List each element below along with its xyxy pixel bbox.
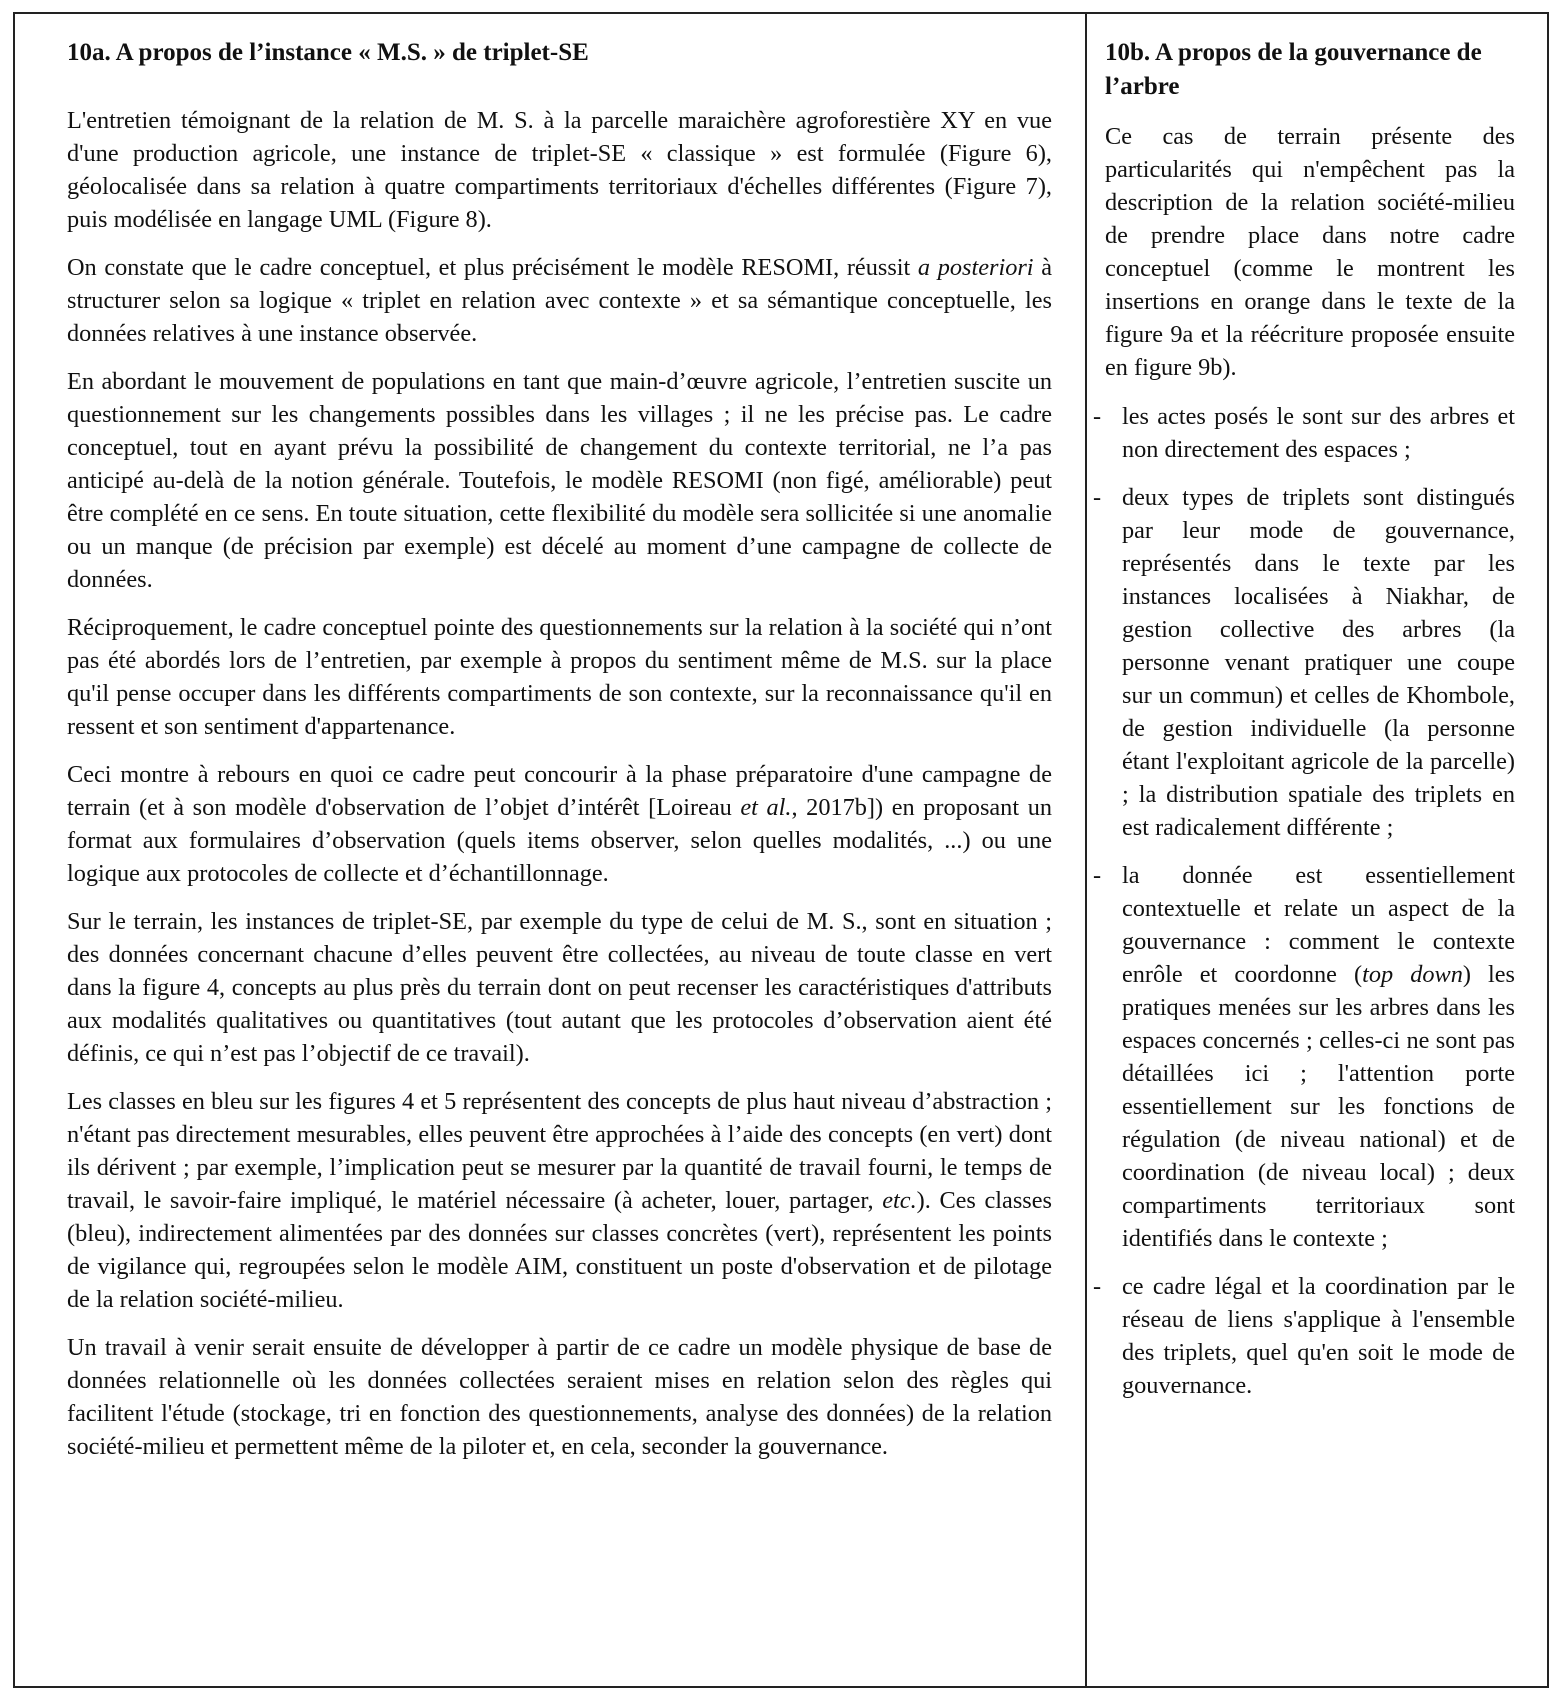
table-frame [13,12,1549,1688]
column-divider [1085,14,1087,1686]
right-heading: 10b. A propos de la gouvernance de l’arbre [1105,39,1482,100]
left-heading: 10a. A propos de l’instance « M.S. » de triplet-SE [67,39,589,66]
paragraph-8: Un travail à venir serait ensuite de développer à partir de ce cadre un modèle physique de base de données relationnelle où les données collectées seraient mises en relation selon des règles qui facilitent l'étude (stockage, tri en fonction des questionnements, analyse des données) de la relation société-milieu et permettent même de la piloter et, en cela, seconder la gouvernance. [67,1334,1052,1460]
paragraph-7: Les classes en bleu sur les figures 4 et 5 représentent des concepts de plus haut niveau d’abstraction ; n'étant pas directement mesurables, elles peuvent être approchées à l’aide des concepts (en vert) dont ils dérivent ; par exemple, l’implication peut se mesurer par la quantité de travail fourni, le temps de travail, le savoir-faire impliqué, le matériel nécessaire (à acheter, louer, partager, etc.). Ces classes (bleu), indirectement alimentées par des données sur classes concrètes (vert), représentent les points de vigilance qui, regroupées selon le modèle AIM, constituent un poste d'observation et de pilotage de la relation société-milieu. [67,1088,1052,1313]
italic-a-posteriori: a posteriori [917,254,1034,281]
right-column [1093,36,1515,1417]
paragraph-2: On constate que le cadre conceptuel, et plus précisément le modèle RESOMI, réussit a posteriori à structurer selon sa logique « triplet en relation avec contexte » et sa sémantique conceptuelle, les données relatives à une instance observée. [67,254,1052,347]
right-intro: Ce cas de terrain présente des particularités qui n'empêchent pas la description de la relation société-milieu de prendre place dans notre cadre conceptuel (comme le montrent les insertions en orange dans le texte de la figure 9a et la réécriture proposée ensuite en figure 9b). [1105,123,1515,381]
paragraph-4: Réciproquement, le cadre conceptuel pointe des questionnements sur la relation à la société qui n’ont pas été abordés lors de l’entretien, par exemple à propos du sentiment même de M.S. sur la place qu'il pense occuper dans les différents compartiments de son contexte, sur la reconnaissance qu'il en ressent et son sentiment d'appartenance. [67,614,1052,740]
left-column [67,36,1052,1478]
list-item: - la donnée est essentiellement contextuelle et relate un aspect de la gouvernance : comment le contexte enrôle et coordonne (top down) les pratiques menées sur les arbres dans les espaces concernés ; celles-ci ne sont pas détaillées ici ; l'attention porte essentiellement sur les fonctions de régulation (de niveau national) et de coordination (de niveau local) ; deux compartiments territoriaux sont identifiés dans le contexte ; [1093,859,1515,1255]
dash-bullet: - [1093,862,1102,889]
paragraph-3: En abordant le mouvement de populations en tant que main-d’œuvre agricole, l’entretien suscite un questionnement sur les changements possibles dans les villages ; il ne les précise pas. Le cadre conceptuel, tout en ayant prévu la possibilité de changement du contexte territorial, ne l’a pas anticipé au-delà de la notion générale. Toutefois, le modèle RESOMI (non figé, améliorable) peut être complété en ce sens. En toute situation, cette flexibilité du modèle sera sollicitée si une anomalie ou un manque (de précision par exemple) est décelé au moment d’une campagne de collecte de données. [67,368,1052,593]
paragraph-6: Sur le terrain, les instances de triplet-SE, par exemple du type de celui de M. S., sont en situation ; des données concernant chacune d’elles peuvent être collectées, au niveau de toute classe en vert dans la figure 4, concepts au plus près du terrain dont on peut recenser les caractéristiques d'attributs aux modalités qualitatives ou quantitatives (tout autant que les protocoles d’observation aient été définis, ce qui n’est pas l’objectif de ce travail). [67,908,1052,1067]
list-item: - deux types de triplets sont distingués par leur mode de gouvernance, représentés dans le texte par les instances localisées à Niakhar, de gestion collective des arbres (la personne venant pratiquer une coupe sur un commun) et celles de Khombole, de gestion individuelle (la personne étant l'exploitant agricole de la parcelle) ; la distribution spatiale des triplets en est radicalement différente ; [1093,481,1515,844]
paragraph-1: L'entretien témoignant de la relation de M. S. à la parcelle maraichère agroforestière XY en vue d'une production agricole, une instance de triplet-SE « classique » est formulée (Figure 6), géolocalisée dans sa relation à quatre compartiments territoriaux d'échelles différentes (Figure 7), puis modélisée en langage UML (Figure 8). [67,107,1052,233]
list-item: - ce cadre légal et la coordination par le réseau de liens s'applique à l'ensemble des triplets, quel qu'en soit le mode de gouvernance. [1093,1270,1515,1402]
dash-bullet: - [1093,1273,1102,1300]
italic-etc: etc. [882,1187,917,1214]
dash-bullet: - [1093,403,1102,430]
list-item: - les actes posés le sont sur des arbres et non directement des espaces ; [1093,400,1515,466]
italic-et-al: et al. [740,794,792,821]
italic-top-down: top down [1362,961,1463,988]
dash-bullet: - [1093,484,1102,511]
paragraph-5: Ceci montre à rebours en quoi ce cadre peut concourir à la phase préparatoire d'une campagne de terrain (et à son modèle d'observation de l’objet d’intérêt [Loireau et al., 2017b]) en proposant un format aux formulaires d’observation (quels items observer, selon quelles modalités, ...) ou une logique aux protocoles de collecte et d’échantillonnage. [67,761,1052,887]
